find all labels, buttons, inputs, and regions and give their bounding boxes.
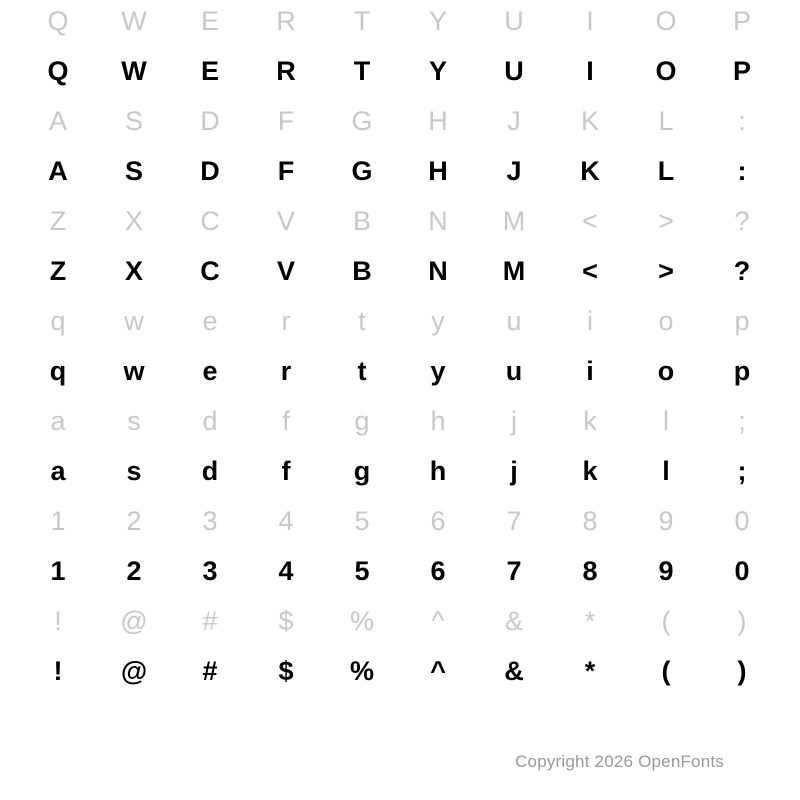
glyph-cell-bold: 2 — [126, 555, 142, 586]
glyph-cell-light: 3 — [202, 505, 218, 536]
glyph-cell-bold: ; — [737, 455, 747, 486]
glyph-cell-light: r — [281, 305, 291, 336]
specimen-row-light — [20, 400, 780, 442]
glyph-cell-light: h — [430, 405, 446, 436]
glyph-cell-light: D — [200, 105, 220, 136]
glyph-cell-light: ^ — [431, 605, 445, 636]
glyph-cell-light: $ — [278, 605, 294, 636]
glyph-cell-light: I — [586, 5, 594, 36]
specimen-row-bold — [20, 42, 780, 100]
glyph-cell-light: p — [734, 305, 750, 336]
glyph-cell-bold: K — [580, 155, 600, 186]
glyph-cell-bold: * — [584, 655, 596, 686]
glyph-cell-bold: g — [353, 455, 371, 486]
glyph-cell-light: G — [351, 105, 373, 136]
glyph-cell-bold: L — [657, 155, 675, 186]
glyph-cell-bold: h — [429, 455, 447, 486]
glyph-cell-bold: W — [121, 55, 147, 86]
glyph-cell-bold: O — [655, 55, 677, 86]
glyph-cell-light: S — [124, 105, 143, 136]
glyph-cell-light: k — [583, 405, 597, 436]
glyph-cell-light: R — [276, 5, 296, 36]
glyph-cell-light: X — [124, 205, 143, 236]
glyph-cell-bold: D — [200, 155, 220, 186]
glyph-cell-bold: : — [737, 155, 747, 186]
glyph-cell-bold: f — [281, 455, 291, 486]
glyph-cell-bold: w — [123, 355, 145, 386]
glyph-cell-bold: a — [50, 455, 66, 486]
glyph-cell-bold: p — [733, 355, 751, 386]
glyph-cell-light: J — [507, 105, 521, 136]
specimen-row-light — [20, 600, 780, 642]
glyph-cell-light: A — [48, 105, 67, 136]
glyph-cell-bold: N — [428, 255, 448, 286]
specimen-row-light — [20, 100, 780, 142]
glyph-cell-light: < — [582, 205, 598, 236]
glyph-cell-bold: Y — [428, 55, 447, 86]
glyph-cell-light: g — [354, 405, 370, 436]
glyph-cell-light: W — [121, 5, 147, 36]
glyph-cell-bold: y — [430, 355, 446, 386]
glyph-cell-bold: P — [732, 55, 751, 86]
glyph-cell-bold: r — [280, 355, 292, 386]
glyph-cell-bold: X — [124, 255, 143, 286]
glyph-cell-bold: R — [276, 55, 296, 86]
glyph-cell-bold: 3 — [202, 555, 218, 586]
glyph-cell-light: T — [353, 5, 371, 36]
glyph-cell-light: ! — [54, 605, 62, 636]
glyph-cell-light: & — [504, 605, 523, 636]
glyph-cell-bold: M — [502, 255, 526, 286]
glyph-cell-bold: l — [662, 455, 670, 486]
glyph-cell-bold: q — [49, 355, 67, 386]
glyph-cell-light: U — [504, 5, 524, 36]
glyph-cell-bold: A — [48, 155, 68, 186]
specimen-row-bold — [20, 342, 780, 400]
glyph-cell-bold: G — [351, 155, 373, 186]
specimen-row-light — [20, 500, 780, 542]
glyph-cell-bold: ) — [737, 655, 747, 686]
glyph-cell-bold: e — [202, 355, 218, 386]
glyph-cell-light: N — [428, 205, 448, 236]
glyph-cell-bold: T — [353, 55, 371, 86]
glyph-cell-light: i — [587, 305, 593, 336]
glyph-cell-bold: @ — [120, 655, 148, 686]
glyph-cell-bold: 4 — [278, 555, 294, 586]
specimen-row-bold — [20, 442, 780, 500]
glyph-cell-light: E — [200, 5, 219, 36]
glyph-cell-bold: B — [352, 255, 372, 286]
glyph-cell-bold: F — [277, 155, 295, 186]
specimen-row-bold — [20, 642, 780, 700]
specimen-row-bold — [20, 242, 780, 300]
glyph-cell-light: O — [655, 5, 677, 36]
glyph-cell-bold: o — [657, 355, 675, 386]
specimen-row-light — [20, 200, 780, 242]
glyph-cell-bold: u — [505, 355, 523, 386]
glyph-cell-bold: 6 — [430, 555, 446, 586]
copyright-notice: Copyright 2026 OpenFonts — [515, 752, 724, 771]
glyph-cell-light: ) — [737, 605, 747, 636]
glyph-cell-bold: C — [200, 255, 220, 286]
glyph-cell-light: o — [658, 305, 674, 336]
glyph-cell-light: M — [502, 205, 526, 236]
glyph-cell-light: Y — [428, 5, 447, 36]
glyph-cell-light: B — [352, 205, 371, 236]
glyph-cell-bold: V — [276, 255, 295, 286]
glyph-cell-bold: E — [200, 55, 219, 86]
glyph-cell-bold: J — [506, 155, 522, 186]
glyph-cell-bold: 8 — [582, 555, 598, 586]
glyph-cell-light: l — [663, 405, 669, 436]
glyph-cell-bold: S — [124, 155, 143, 186]
glyph-cell-bold: ! — [53, 655, 63, 686]
glyph-cell-light: 5 — [354, 505, 370, 536]
glyph-cell-bold: 5 — [354, 555, 370, 586]
glyph-cell-light: j — [511, 405, 517, 436]
specimen-row-light — [20, 300, 780, 342]
glyph-cell-bold: j — [510, 455, 518, 486]
glyph-cell-light: ? — [734, 205, 750, 236]
glyph-cell-bold: I — [586, 55, 594, 86]
glyph-cell-bold: d — [201, 455, 219, 486]
glyph-cell-light: L — [658, 105, 674, 136]
glyph-cell-light: e — [202, 305, 218, 336]
specimen-row-light — [20, 0, 780, 42]
glyph-cell-bold: s — [126, 455, 142, 486]
glyph-cell-bold: k — [582, 455, 598, 486]
glyph-cell-light: F — [277, 105, 295, 136]
glyph-cell-bold: i — [586, 355, 594, 386]
glyph-cell-light: Z — [49, 205, 67, 236]
glyph-cell-bold: Q — [47, 55, 69, 86]
glyph-cell-light: 1 — [50, 505, 66, 536]
specimen-row-bold — [20, 542, 780, 600]
glyph-cell-light: ; — [738, 405, 746, 436]
glyph-cell-light: d — [202, 405, 218, 436]
glyph-cell-light: t — [358, 305, 366, 336]
glyph-cell-bold: ? — [733, 255, 751, 286]
glyph-cell-light: q — [50, 305, 66, 336]
glyph-cell-bold: % — [349, 655, 374, 686]
glyph-cell-bold: < — [582, 255, 598, 286]
glyph-cell-bold: 0 — [734, 555, 750, 586]
glyph-cell-bold: t — [357, 355, 367, 386]
glyph-cell-light: H — [428, 105, 448, 136]
glyph-cell-light: % — [349, 605, 374, 636]
glyph-cell-light: C — [200, 205, 220, 236]
glyph-cell-bold: & — [504, 655, 524, 686]
glyph-cell-light: 2 — [126, 505, 142, 536]
glyph-cell-bold: U — [504, 55, 524, 86]
glyph-cell-light: V — [276, 205, 295, 236]
glyph-cell-bold: 9 — [658, 555, 674, 586]
glyph-cell-light: 7 — [506, 505, 522, 536]
glyph-cell-light: a — [50, 405, 66, 436]
glyph-cell-light: @ — [120, 605, 148, 636]
glyph-cell-light: * — [584, 605, 596, 636]
glyph-cell-bold: $ — [278, 655, 294, 686]
glyph-cell-light: 9 — [658, 505, 674, 536]
glyph-cell-bold: > — [658, 255, 674, 286]
glyph-cell-light: 4 — [278, 505, 294, 536]
glyph-cell-bold: # — [202, 655, 218, 686]
glyph-cell-bold: ^ — [430, 655, 446, 686]
glyph-cell-light: K — [580, 105, 599, 136]
glyph-cell-light: u — [506, 305, 522, 336]
glyph-cell-light: 6 — [430, 505, 446, 536]
glyph-cell-bold: 1 — [50, 555, 66, 586]
glyph-cell-light: w — [124, 305, 144, 336]
glyph-cell-light: # — [202, 605, 218, 636]
glyph-cell-bold: H — [428, 155, 448, 186]
glyph-cell-bold: Z — [49, 255, 67, 286]
glyph-cell-light: s — [127, 405, 141, 436]
glyph-cell-light: Q — [47, 5, 69, 36]
glyph-cell-light: > — [658, 205, 674, 236]
glyph-cell-light: ( — [661, 605, 671, 636]
glyph-cell-light: P — [732, 5, 751, 36]
glyph-cell-bold: 7 — [506, 555, 522, 586]
glyph-cell-light: f — [282, 405, 290, 436]
glyph-cell-bold: ( — [661, 655, 671, 686]
glyph-cell-light: y — [431, 305, 445, 336]
glyph-cell-light: 0 — [734, 505, 750, 536]
specimen-row-bold — [20, 142, 780, 200]
glyph-cell-light: 8 — [582, 505, 598, 536]
glyph-cell-light: : — [738, 105, 746, 136]
